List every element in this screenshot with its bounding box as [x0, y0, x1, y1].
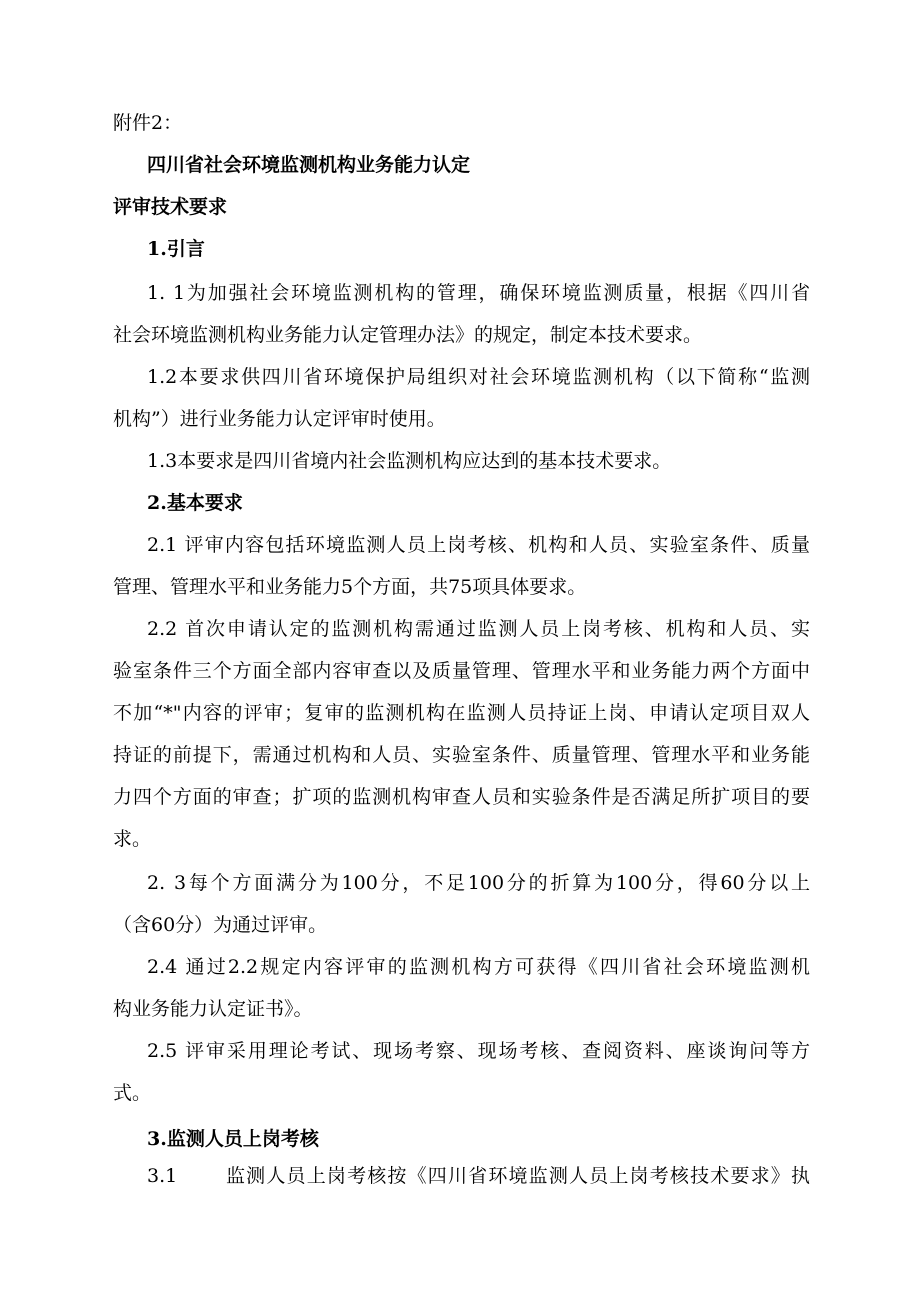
para-2-1-line-2: 管理、管理水平和业务能力5个方面，共75项具体要求。 [113, 576, 587, 598]
attachment-label: 附件2： [113, 112, 183, 134]
section-2-heading: 2.基本要求 [147, 492, 243, 514]
para-1-2-line-1: 1.2本要求供四川省环境保护局组织对社会环境监测机构（以下简称“监测 [147, 366, 810, 388]
title-line-2: 评审技术要求 [113, 196, 228, 218]
para-3-1-number: 3.1 [147, 1165, 178, 1187]
para-2-3-line-2: （含60分）为通过评审。 [113, 914, 328, 936]
para-2-4-line-1: 2.4 通过2.2规定内容评审的监测机构方可获得《四川省社会环境监测机 [147, 956, 810, 978]
para-2-1-line-1: 2.1 评审内容包括环境监测人员上岗考核、机构和人员、实验室条件、质量 [147, 534, 810, 556]
para-2-2-line-5: 力四个方面的审查；扩项的监测机构审查人员和实验条件是否满足所扩项目的要 [113, 786, 810, 808]
para-2-5-line-1: 2.5 评审采用理论考试、现场考察、现场考核、查阅资料、座谈询问等方 [147, 1040, 810, 1062]
para-2-4-line-2: 构业务能力认定证书》。 [113, 998, 313, 1020]
para-3-1-text: 监测人员上岗考核按《四川省环境监测人员上岗考核技术要求》执 [226, 1165, 810, 1187]
para-1-1-line-1: 1. 1为加强社会环境监测机构的管理，确保环境监测质量，根据《四川省 [147, 282, 810, 304]
para-1-2-line-2: 机构”）进行业务能力认定评审时使用。 [113, 408, 446, 430]
para-2-2-line-3: 不加“*"内容的评审；复审的监测机构在监测人员持证上岗、申请认定项目双人 [113, 702, 810, 724]
para-1-3: 1.3本要求是四川省境内社会监测机构应达到的基本技术要求。 [147, 450, 672, 472]
para-2-2-line-6: 求。 [113, 828, 152, 850]
para-2-2-line-1: 2.2 首次申请认定的监测机构需通过监测人员上岗考核、机构和人员、实 [147, 618, 810, 640]
para-2-2-line-2: 验室条件三个方面全部内容审查以及质量管理、管理水平和业务能力两个方面中 [113, 660, 810, 682]
title-line-1: 四川省社会环境监测机构业务能力认定 [147, 154, 471, 176]
section-1-heading: 1.引言 [147, 238, 205, 260]
para-2-2-line-4: 持证的前提下，需通过机构和人员、实验室条件、质量管理、管理水平和业务能 [113, 744, 810, 766]
para-2-3-line-1: 2. 3每个方面满分为100分，不足100分的折算为100分，得60分以上 [147, 872, 810, 894]
section-3-heading: 3.监测人员上岗考核 [147, 1128, 319, 1150]
para-1-1-line-2: 社会环境监测机构业务能力认定管理办法》的规定，制定本技术要求。 [113, 324, 703, 346]
para-2-5-line-2: 式。 [113, 1082, 152, 1104]
